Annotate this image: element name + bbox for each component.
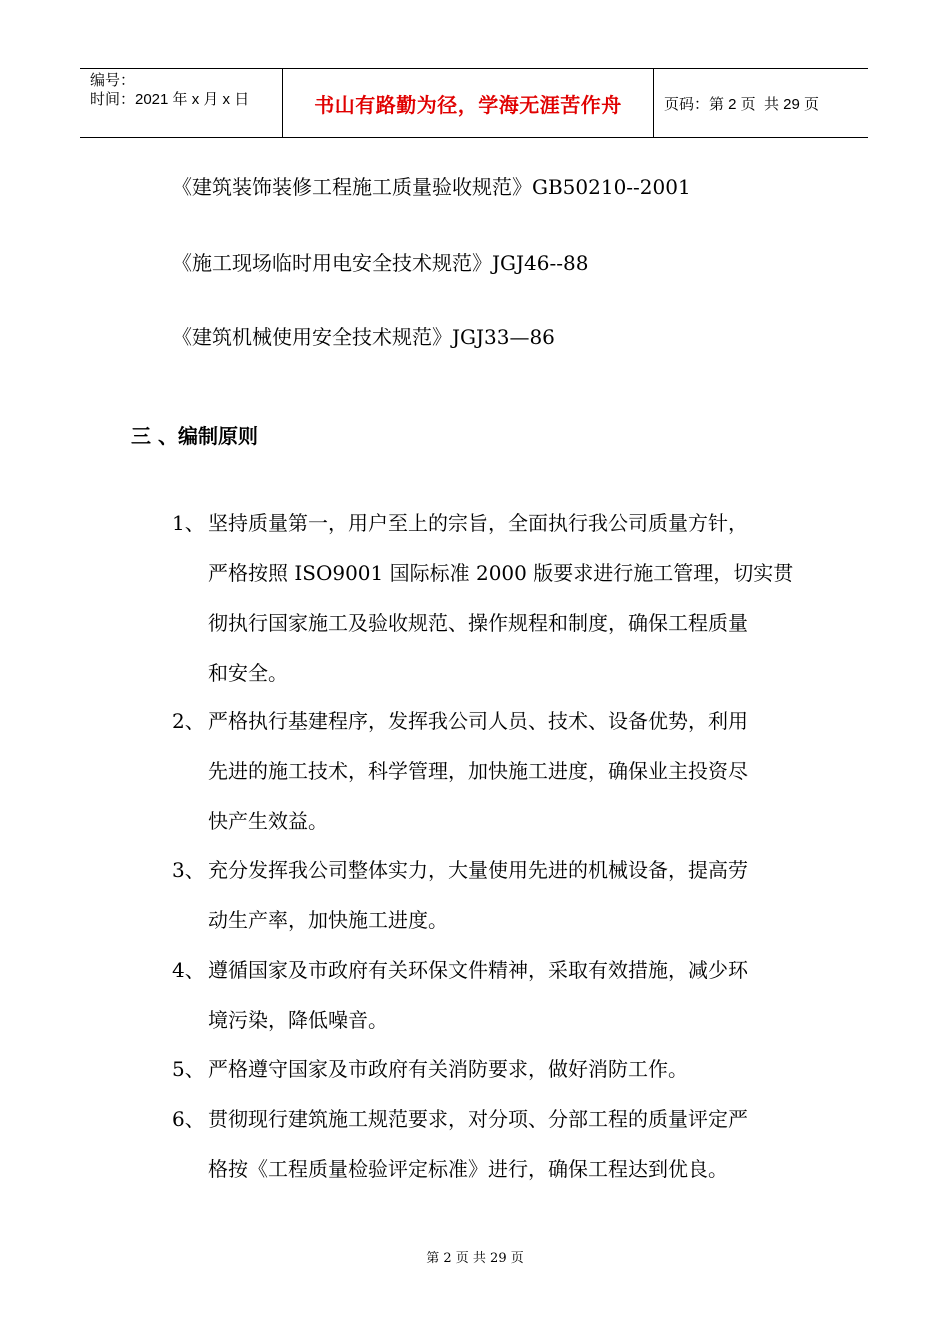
item-number: 1、 (172, 511, 205, 535)
time-label: 时间：2021 年 x 月 x 日 (90, 91, 250, 108)
item-line: 坚持质量第一，用户至上的宗旨，全面执行我公司质量方针， (208, 511, 748, 535)
item-line: 严格按照 ISO9001 国际标准 2000 版要求进行施工管理，切实贯 (208, 561, 794, 585)
item-line: 彻执行国家施工及验收规范、操作规程和制度，确保工程质量 (208, 611, 748, 635)
item-line: 严格遵守国家及市政府有关消防要求，做好消防工作。 (208, 1057, 688, 1081)
item-line: 先进的施工技术，科学管理，加快施工进度，确保业主投资尽 (208, 759, 748, 783)
item-line: 和安全。 (208, 661, 288, 685)
item-line: 动生产率，加快施工进度。 (208, 908, 448, 932)
header-page-info (654, 69, 868, 137)
item-number: 3、 (172, 858, 205, 882)
item-line: 严格执行基建程序，发挥我公司人员、技术、设备优势，利用 (208, 709, 748, 733)
reference-line-1: 《建筑装饰装修工程施工质量验收规范》GB50210--2001 (172, 175, 691, 199)
item-line: 快产生效益。 (208, 809, 328, 833)
code-label: 编号： (90, 72, 136, 89)
header-left-cell (80, 69, 282, 137)
reference-line-2: 《施工现场临时用电安全技术规范》JGJ46--88 (172, 251, 589, 275)
item-line: 境污染，降低噪音。 (208, 1008, 388, 1032)
item-number: 4、 (172, 958, 205, 982)
section-heading: 三 、编制原则 (131, 424, 258, 448)
item-number: 6、 (172, 1107, 205, 1131)
page-info-text: 页码：第 2 页 共 29 页 (664, 95, 820, 113)
item-line: 遵循国家及市政府有关环保文件精神，采取有效措施，减少环 (208, 958, 748, 982)
page-header (80, 68, 868, 138)
reference-line-3: 《建筑机械使用安全技术规范》JGJ33—86 (172, 325, 555, 349)
item-line: 格按《工程质量检验评定标准》进行，确保工程达到优良。 (208, 1157, 728, 1181)
item-line: 贯彻现行建筑施工规范要求，对分项、分部工程的质量评定严 (208, 1107, 748, 1131)
header-motto: 书山有路勤为径，学海无涯苦作舟 (282, 69, 654, 137)
page-footer: 第 2 页 共 29 页 (426, 1251, 524, 1266)
item-number: 2、 (172, 709, 205, 733)
item-line: 充分发挥我公司整体实力，大量使用先进的机械设备，提高劳 (208, 858, 748, 882)
item-number: 5、 (172, 1057, 205, 1081)
